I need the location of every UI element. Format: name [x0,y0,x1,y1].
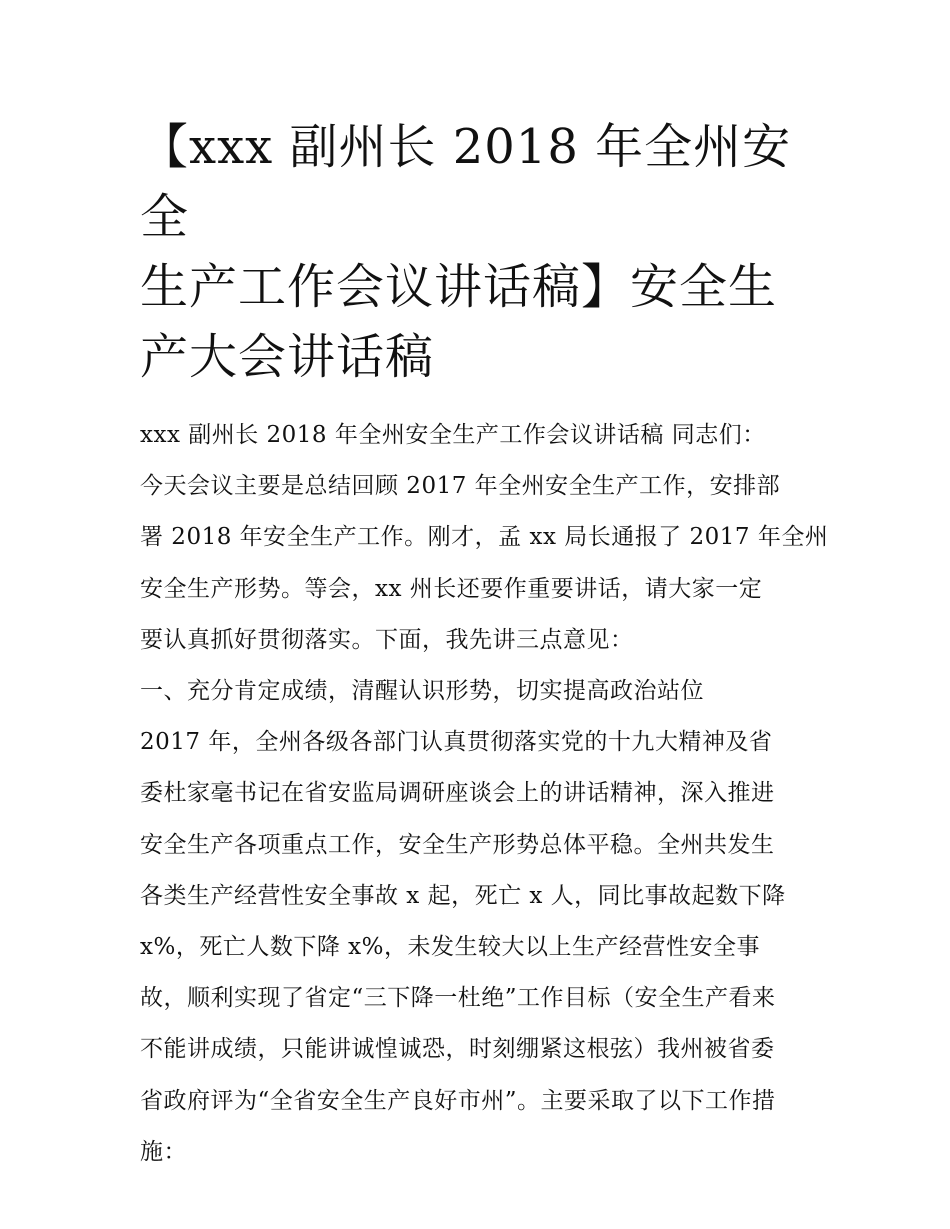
body-line: 要认真抓好贯彻落实。下面，我先讲三点意见： [140,626,634,653]
document-body [140,410,829,1178]
body-line: 不能讲成绩，只能讲诚惶诚恐，时刻绷紧这根弦）我州被省委 [140,1036,775,1063]
body-line: 委杜家毫书记在省安监局调研座谈会上的讲话精神，深入推进 [140,780,775,807]
body-line: x%，死亡人数下降 x%，未发生较大以上生产经营性安全事 [140,934,760,961]
body-line: 署 2018 年安全生产工作。刚才，孟 xx 局长通报了 2017 年全州 [140,524,829,551]
title-line: 生产工作会议讲话稿】安全生 [140,259,778,315]
body-line: 施： [140,1138,187,1165]
body-line: xxx 副州长 2018 年全州安全生产工作会议讲话稿 同志们： [140,422,766,448]
body-line: 省政府评为“全省安全生产良好市州”。主要采取了以下工作措 [140,1087,776,1114]
body-line: 今天会议主要是总结回顾 2017 年全州安全生产工作，安排部 [140,473,781,500]
title-line: 产大会讲话稿 [140,329,435,385]
body-line: 安全生产各项重点工作，安全生产形势总体平稳。全州共发生 [140,831,775,858]
document-title [140,112,812,392]
title-line: 【xxx 副州长 2018 年全州安全 [140,119,792,245]
body-line: 安全生产形势。等会，xx 州长还要作重要讲话，请大家一定 [140,575,763,602]
body-line: 各类生产经营性安全事故 x 起，死亡 x 人，同比事故起数下降 [140,882,786,909]
section-heading: 一、充分肯定成绩，清醒认识形势，切实提高政治站位 [140,678,704,705]
body-line: 故，顺利实现了省定“三下降一杜绝”工作目标（安全生产看来 [140,985,776,1012]
body-line: 2017 年，全州各级各部门认真贯彻落实党的十九大精神及省 [140,729,773,756]
document-content [140,112,829,1178]
